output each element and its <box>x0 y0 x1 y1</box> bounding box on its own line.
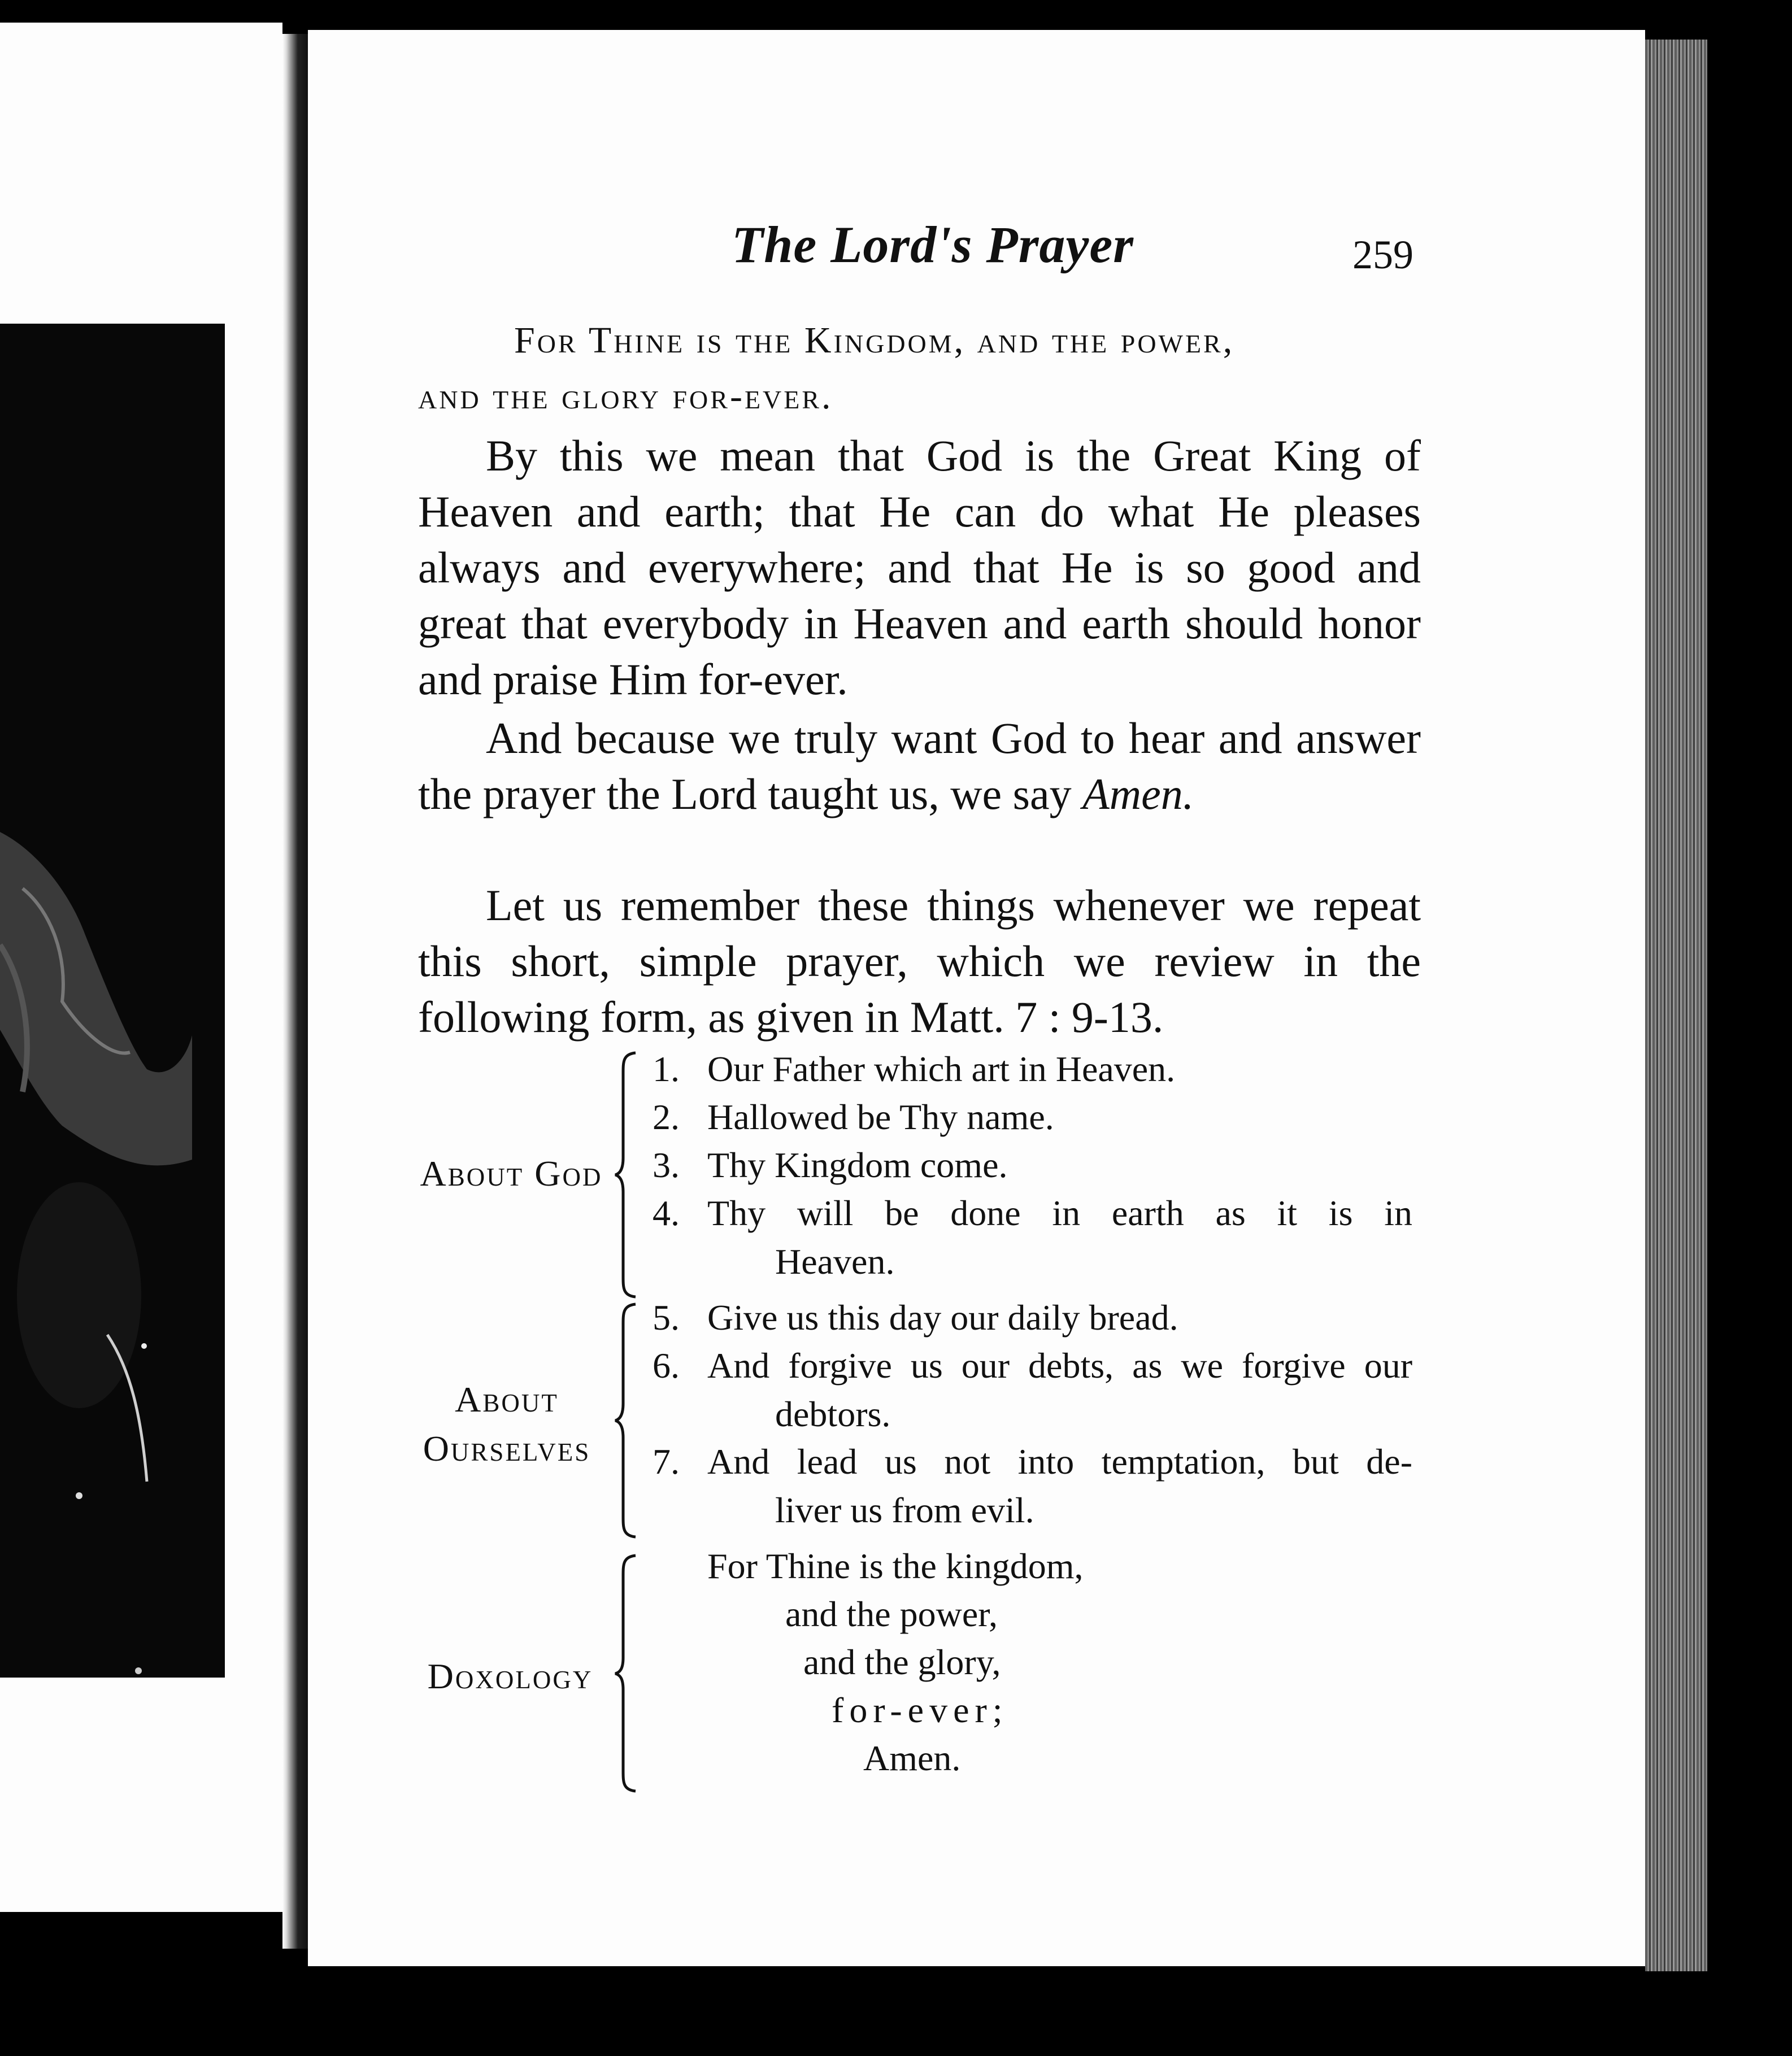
book-gutter <box>282 34 308 1949</box>
label-about-ourselves-2: Ourselves <box>423 1428 591 1469</box>
brace-doxology <box>613 1553 641 1793</box>
item-text: Give us this day our daily bread. <box>707 1297 1178 1338</box>
item-number: 3. <box>653 1145 680 1185</box>
label-about-ourselves-1: About <box>455 1379 559 1419</box>
list-item <box>653 1438 1412 1535</box>
item-text: Thy will be done in earth as it is in <box>707 1193 1412 1233</box>
opening-phrase <box>418 312 1421 424</box>
item-number: 4. <box>653 1193 680 1233</box>
page-edges <box>1645 40 1707 1971</box>
running-head: The Lord's Prayer <box>732 216 1134 273</box>
brace-about-god <box>613 1051 641 1299</box>
item-text: Thy Kingdom come. <box>707 1145 1008 1185</box>
list-item <box>653 1293 1412 1342</box>
doxology-line: and the glory, <box>803 1642 1001 1682</box>
opening-line-1: For Thine is the Kingdom, and the power, <box>514 320 1235 361</box>
paragraph-1-text: By this we mean that God is the Great King of Heaven and earth; that He can do what He pleases always and everywhere; and that He is so good and great that everybody in Heaven and earth should honor and praise Him for-ever. <box>418 431 1421 704</box>
list-item <box>653 1341 1412 1439</box>
list-item <box>653 1045 1412 1094</box>
facing-illustration <box>0 324 225 1678</box>
doxology-line: Amen. <box>863 1738 961 1778</box>
item-text: Hallowed be Thy name. <box>707 1097 1054 1137</box>
label-about-god: About God <box>420 1153 603 1193</box>
item-text-continued: Heaven. <box>775 1242 895 1282</box>
item-text: And forgive us our debts, as we forgive our <box>707 1345 1412 1386</box>
item-text: Our Father which art in Heaven. <box>707 1049 1176 1089</box>
item-text-continued: debtors. <box>775 1394 891 1434</box>
item-number: 1. <box>653 1049 680 1089</box>
list-item <box>653 1189 1412 1286</box>
paragraph-2-text: And because we truly want God to hear and answer the prayer the Lord taught us, we say <box>418 713 1421 818</box>
item-number: 7. <box>653 1441 680 1482</box>
paragraph-3-text: Let us remember these things whenever we repeat this short, simple prayer, which we review in the following form, as given in Matt. 7 : 9-13. <box>418 881 1421 1042</box>
brace-about-ourselves <box>613 1302 641 1539</box>
opening-line-2: and the glory for-ever. <box>418 376 833 417</box>
paragraph-2 <box>418 710 1421 822</box>
doxology-line: For Thine is the kingdom, <box>707 1546 1084 1586</box>
doxology-line: and the power, <box>785 1594 998 1634</box>
item-number: 6. <box>653 1345 680 1386</box>
item-number: 5. <box>653 1297 680 1338</box>
item-text: And lead us not into temptation, but de- <box>707 1441 1412 1482</box>
page-number: 259 <box>1352 232 1413 277</box>
list-item <box>653 1141 1412 1190</box>
list-item <box>653 1093 1412 1142</box>
label-doxology: Doxology <box>427 1656 593 1696</box>
paragraph-1 <box>418 428 1421 707</box>
amen-word: Amen. <box>1082 769 1194 818</box>
item-number: 2. <box>653 1097 680 1137</box>
doxology-line: for-ever; <box>832 1690 1008 1730</box>
item-text-continued: liver us from evil. <box>775 1490 1034 1530</box>
paragraph-3 <box>418 877 1421 1045</box>
